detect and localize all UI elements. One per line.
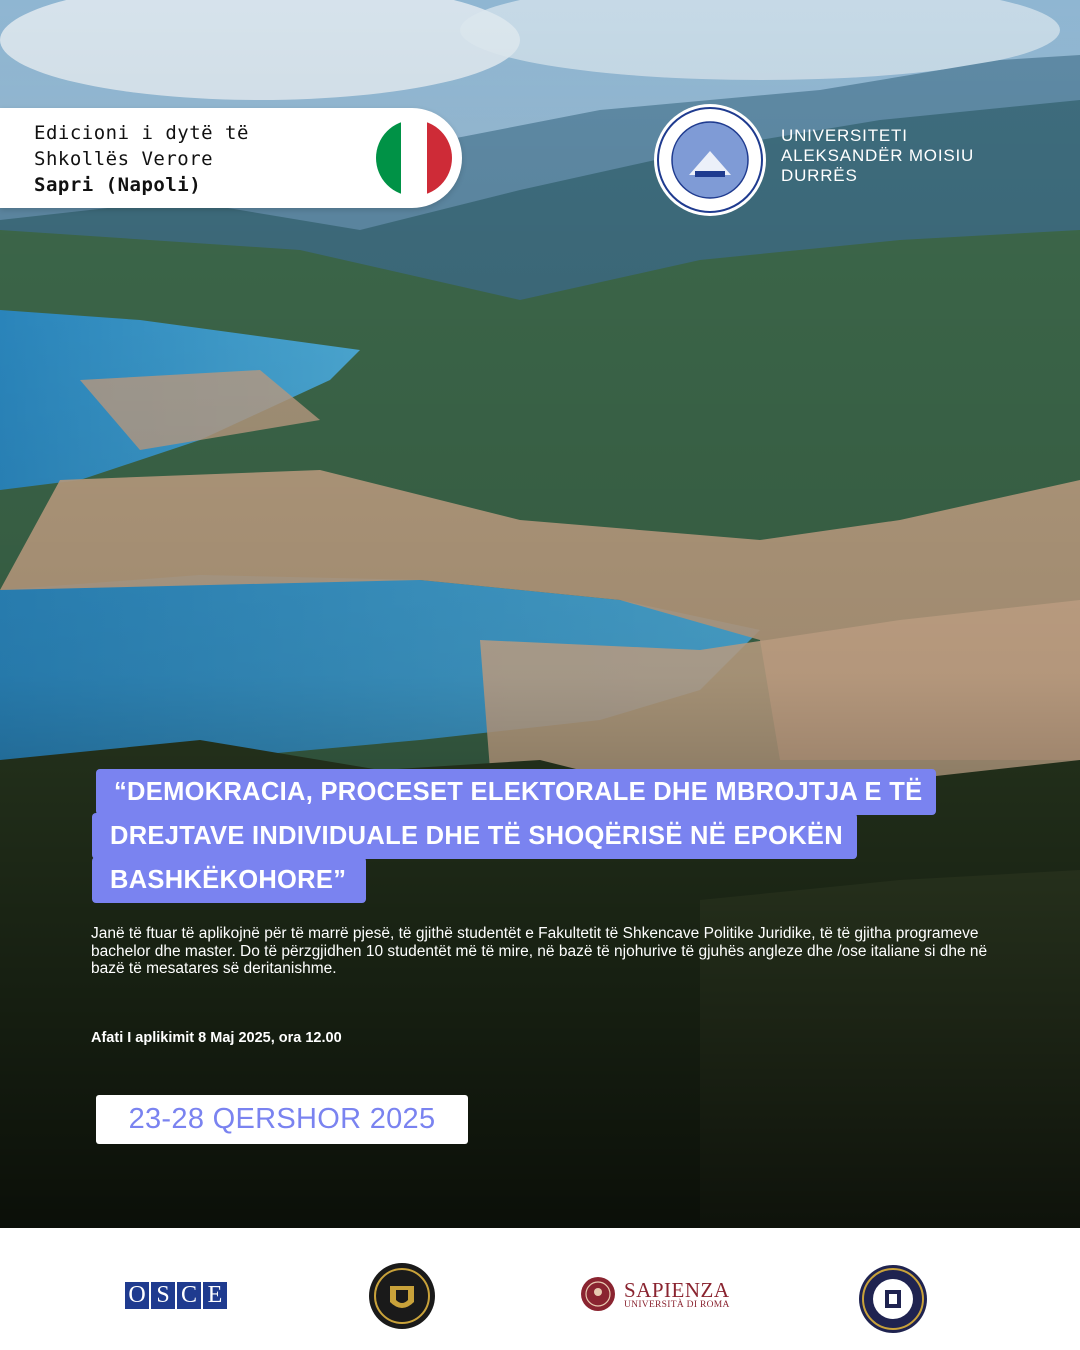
albanian-university-seal-icon [858, 1264, 928, 1334]
event-dates: 23-28 QERSHOR 2025 [96, 1095, 468, 1144]
edition-line-1: Edicioni i dytë të [34, 122, 249, 144]
italy-flag-icon [376, 120, 452, 196]
osce-logo [125, 1282, 229, 1309]
university-seal-icon [653, 103, 767, 217]
title-line-2: DREJTAVE INDIVIDUALE DHE TË SHOQËRISË NË EPOKËN [92, 813, 857, 859]
title-line-1: “DEMOKRACIA, PROCESET ELEKTORALE DHE MBROJTJA E TË [96, 769, 936, 815]
faculty-seal-icon [368, 1260, 436, 1332]
sapienza-seal-icon [580, 1276, 616, 1312]
university-name-line-3: DURRËS [781, 166, 858, 185]
university-name-line-1: UNIVERSITETI [781, 126, 908, 145]
university-name [781, 126, 974, 186]
osce-letter: S [151, 1282, 175, 1309]
application-deadline: Afati I aplikimit 8 Maj 2025, ora 12.00 [91, 1030, 342, 1046]
osce-letter: C [177, 1282, 201, 1309]
edition-location: Sapri (Napoli) [34, 174, 202, 196]
osce-letter: O [125, 1282, 149, 1309]
university-name-line-2: ALEKSANDËR MOISIU [781, 146, 975, 165]
sapienza-subtitle: UNIVERSITÀ DI ROMA [624, 1300, 730, 1310]
sapienza-name: SAPIENZA [624, 1278, 730, 1302]
osce-letter: E [203, 1282, 227, 1309]
description-text: Janë të ftuar të aplikojnë për të marrë pjesë, të gjithë studentët e Fakultetit të Shkencave Politike Juridike, të të gjitha programeve bachelor dhe master. Do të përzgjidhen 10 studentët më të mire, në bazë të njohurive të gjuhës angleze dhe /ose italiane si dhe në bazë të mesatares së deritanishme. [91, 925, 988, 977]
title-line-3: BASHKËKOHORE” [92, 857, 366, 903]
edition-line-2: Shkollës Verore [34, 148, 214, 170]
